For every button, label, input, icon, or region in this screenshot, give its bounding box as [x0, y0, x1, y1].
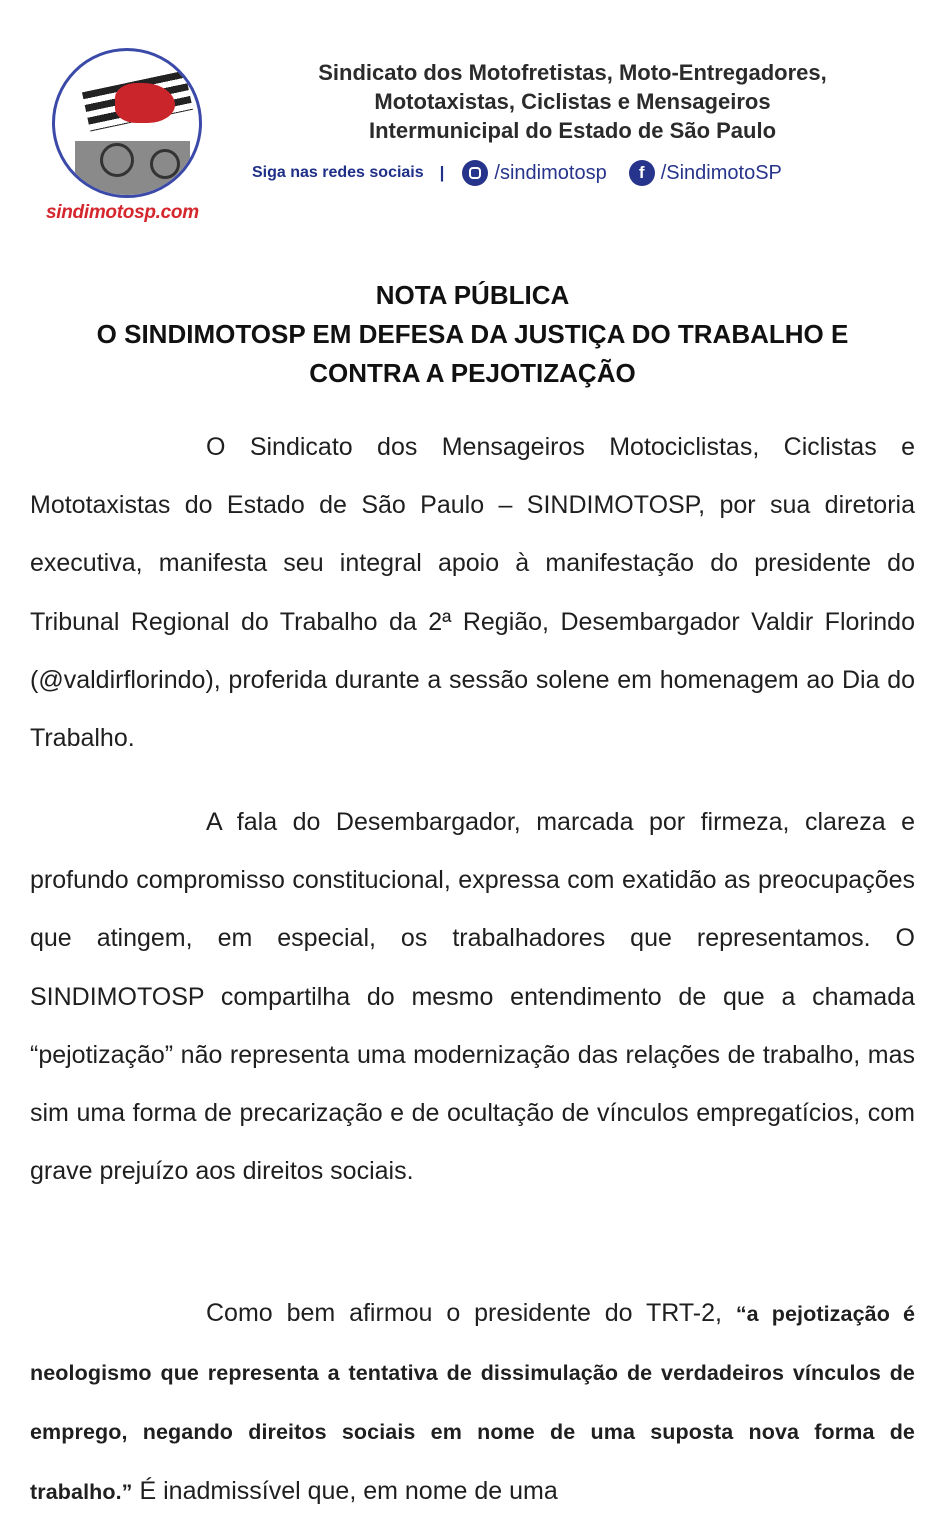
wheel-graphic — [100, 143, 134, 177]
facebook-handle[interactable]: /SindimotoSP — [660, 161, 782, 184]
quoted-statement: “a pejotização é neologismo que representa a tentativa de dissimulação de verdadeiros vínculos de emprego, negando direitos sociais em nome de uma suposta nova forma de trabalho.” — [30, 1302, 915, 1504]
letterhead — [0, 0, 945, 240]
title-line: NOTA PÚBLICA — [375, 280, 570, 310]
facebook-icon: f — [629, 160, 655, 186]
paragraph-text: O Sindicato dos Mensageiros Motociclistas, Ciclistas e Mototaxistas do Estado de São Paulo – SINDIMOTOSP, por sua diretoria executiva, manifesta seu integral apoio à manifestação do presidente do Tribunal Regional do Trabalho da 2ª Região, Desembargador Valdir Florindo (@valdirflorindo), proferida durante a sessão solene em homenagem ao Dia do Trabalho. — [30, 433, 915, 753]
logo-url: sindimotosp.com — [46, 202, 199, 223]
paragraph-1 — [30, 418, 915, 767]
title-line: CONTRA A PEJOTIZAÇÃO — [309, 358, 636, 388]
paragraph-text: A fala do Desembargador, marcada por firmeza, clareza e profundo compromisso constitucional, expressa com exatidão as preocupações que atingem, em especial, os trabalhadores que representamos. O SINDIMOTOSP compartilha do mesmo entendimento de que a chamada “pejotização” não representa uma modernização das relações de trabalho, mas sim uma forma de precarização e de ocultação de vínculos empregatícios, com grave prejuízo aos direitos sociais. — [30, 808, 915, 1186]
map-graphic — [115, 83, 175, 123]
paragraph-text: Como bem afirmou o presidente do TRT-2, — [206, 1299, 722, 1327]
wheel-graphic — [150, 149, 180, 179]
logo-emblem — [52, 48, 202, 198]
sindimotosp-logo — [38, 40, 218, 230]
org-name-line: Intermunicipal do Estado de São Paulo — [368, 118, 777, 143]
paragraph-2 — [30, 793, 915, 1200]
document-title — [30, 276, 915, 393]
instagram-handle[interactable]: /sindimotosp — [494, 161, 607, 184]
instagram-icon — [462, 160, 488, 186]
follow-label: Siga nas redes sociais — [252, 164, 424, 181]
org-name-line: Sindicato dos Motofretistas, Moto-Entregadores, — [318, 60, 827, 85]
title-line: O SINDIMOTOSP EM DEFESA DA JUSTIÇA DO TRABALHO E — [96, 319, 849, 349]
org-name-line: Mototaxistas, Ciclistas e Mensageiros — [374, 89, 771, 114]
social-links — [252, 158, 804, 188]
separator: | — [439, 163, 445, 182]
organization-name — [240, 58, 905, 145]
paragraph-3 — [30, 1284, 915, 1521]
paragraph-text: É inadmissível que, em nome de uma — [139, 1476, 558, 1505]
